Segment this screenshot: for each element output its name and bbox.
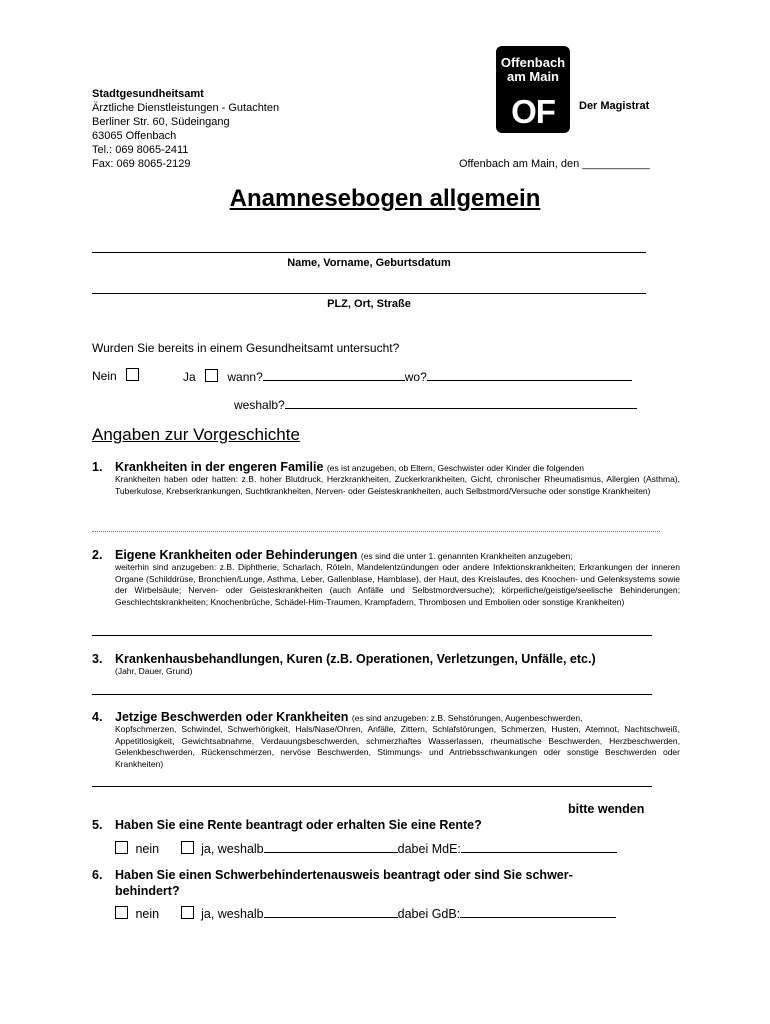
disability-yes-label: ja, weshalb [201, 907, 264, 921]
section-inline-note: (es ist anzugeben, ob Eltern, Geschwister oder Kinder die folgenden [326, 463, 584, 473]
pension-yes-checkbox[interactable] [181, 841, 194, 854]
section-number: 3. [92, 652, 103, 666]
pension-reason-field[interactable] [264, 840, 398, 853]
section-description: Krankheiten haben oder hatten: z.B. hoher Blutdruck, Herzkrankheiten, Zuckerkrankheiten, Gicht, chronischer Rheumatismus, Allergien (Asthma), Tuberkulose, Krebserkrankungen, Suchtkrankheiten, Nerven- oder Geisteskrankheiten, auch Selbstmord/Versuche oder sonstige Krankheiten) [115, 474, 680, 496]
section-description: weiterhin sind anzugeben: z.B. Diphtherie, Scharlach, Röteln, Mandelentzündungen oder andere Infektionskrankheiten; Erkrankungen der inneren Organe (Schilddrüse, Bronchien/Lunge, Asthma, Leber, Gallenblase, Harnblase), der Haut, des Kreislaufes, des Knochen- und Gelenksystems sowie der Wirbelsäule; Nerven- oder Geisteskrankheiten (auch Anfälle und Selbstmordversuche); körperliche/geistige/seelische Behinderungen; Geschlechtskrankheiten; Knochenbrüche, Schädel-Him-Traumen, Krampfadern, Thrombosen und Embolien oder sonstige Krankheiten) [115, 562, 680, 607]
gdb-field[interactable] [460, 905, 616, 918]
section-title: Eigene Krankheiten oder Behinderungen [115, 548, 358, 562]
mde-field[interactable] [461, 840, 617, 853]
section-number: 1. [92, 460, 103, 474]
address-line: Tel.: 069 8065-2411 [92, 144, 189, 156]
logo-city-name [496, 56, 570, 84]
address-line: 63065 Offenbach [92, 130, 177, 142]
where-field[interactable] [427, 368, 632, 381]
mde-label: dabei MdE: [397, 842, 461, 856]
question-number: 5. [92, 818, 103, 832]
question-title: Haben Sie eine Rente beantragt oder erhalten Sie eine Rente? [115, 818, 482, 832]
address-line: Fax: 069 8065-2129 [92, 158, 191, 170]
section3-answer-line[interactable] [92, 694, 652, 695]
question-title-line: Haben Sie einen Schwerbehindertenausweis beantragt oder sind Sie schwer- [115, 868, 573, 882]
why-field[interactable] [285, 396, 637, 409]
magistrat-label: Der Magistrat [579, 100, 650, 112]
name-field-caption: Name, Vorname, Geburtsdatum [287, 257, 451, 269]
logo-mark: OF [511, 93, 555, 130]
logo-line: am Main [506, 69, 559, 84]
yes-checkbox[interactable] [205, 369, 218, 382]
address-line: Stadtgesundheitsamt [92, 88, 204, 100]
section-hospital-treatments [92, 652, 680, 678]
turn-over-note: bitte wenden [568, 802, 645, 816]
section-number: 4. [92, 710, 103, 724]
disability-reason-field[interactable] [264, 905, 398, 918]
office-address [92, 87, 279, 171]
exam-answer-row [92, 368, 139, 383]
disability-no-label: nein [135, 907, 160, 921]
section-number: 2. [92, 548, 103, 562]
address-field-line[interactable] [92, 293, 646, 294]
no-label: Nein [92, 369, 117, 383]
history-heading: Angaben zur Vorgeschichte [92, 425, 300, 444]
address-line: Berliner Str. 60, Südeingang [92, 116, 230, 128]
question-disability [92, 867, 573, 899]
section4-answer-line[interactable] [92, 786, 652, 787]
address-field-caption: PLZ, Ort, Straße [327, 298, 411, 310]
logo-line: Offenbach [500, 55, 566, 70]
section-own-diseases [92, 548, 680, 608]
section-title: Jetzige Beschwerden oder Krankheiten [115, 710, 349, 724]
exam-yes-row [183, 368, 632, 384]
question-pension [92, 818, 482, 832]
yes-label: Ja [183, 370, 196, 384]
where-label: wo? [404, 370, 427, 384]
date-line: Offenbach am Main, den ___________ [459, 158, 650, 170]
disability-answer-row [115, 905, 616, 921]
disability-yes-checkbox[interactable] [181, 906, 194, 919]
exam-question: Wurden Sie bereits in einem Gesundheitsamt untersucht? [92, 341, 400, 355]
section-description: Kopfschmerzen, Schwindel, Schwerhörigkeit, Hals/Nase/Ohren, Anfälle, Zittern, Schlafstörungen, Schmerzen, Husten, Atemnot, Nachtschweiß, Appetitlosigkeit, Gewichtsabnahme, Verdauungsbeschwerden, schmerzhaftes Wasserlassen, rheumatische Beschwerden, Herzbeschwerden, Gelenkbeschwerden, Rückenschmerzen, nervöse Beschwerden, Stimmungs- und Antriebsschwankungen oder sonstige Beschwerden oder Krankheiten) [115, 724, 680, 769]
question-number: 6. [92, 868, 103, 882]
pension-no-label: nein [135, 842, 160, 856]
exam-why-row [234, 396, 637, 412]
section-family-diseases [92, 460, 680, 497]
name-field-line[interactable] [92, 252, 646, 253]
section-title: Krankheiten in der engeren Familie [115, 460, 324, 474]
disability-no-checkbox[interactable] [115, 906, 128, 919]
section1-answer-line[interactable] [92, 531, 660, 532]
why-label: weshalb? [234, 398, 285, 412]
section-inline-note: (es sind die unter 1. genannten Krankheiten anzugeben; [360, 551, 573, 561]
section-title: Krankenhausbehandlungen, Kuren (z.B. Operationen, Verletzungen, Unfälle, etc.) [115, 652, 596, 666]
pension-no-checkbox[interactable] [115, 841, 128, 854]
pension-answer-row [115, 840, 617, 856]
offenbach-logo [496, 46, 570, 133]
when-label: wann? [227, 370, 263, 384]
section-current-complaints [92, 710, 680, 770]
pension-yes-label: ja, weshalb [201, 842, 264, 856]
section-inline-note: (es sind anzugeben: z.B. Sehstörungen, Augenbeschwerden, [351, 713, 583, 723]
when-field[interactable] [263, 368, 405, 381]
no-checkbox[interactable] [126, 368, 139, 381]
address-line: Ärztliche Dienstleistungen - Gutachten [92, 102, 280, 114]
section-description: (Jahr, Dauer, Grund) [115, 666, 193, 676]
gdb-label: dabei GdB: [397, 907, 461, 921]
question-title-line: behindert? [115, 884, 180, 898]
section2-answer-line[interactable] [92, 635, 652, 636]
page-title: Anamnesebogen allgemein [229, 185, 541, 212]
